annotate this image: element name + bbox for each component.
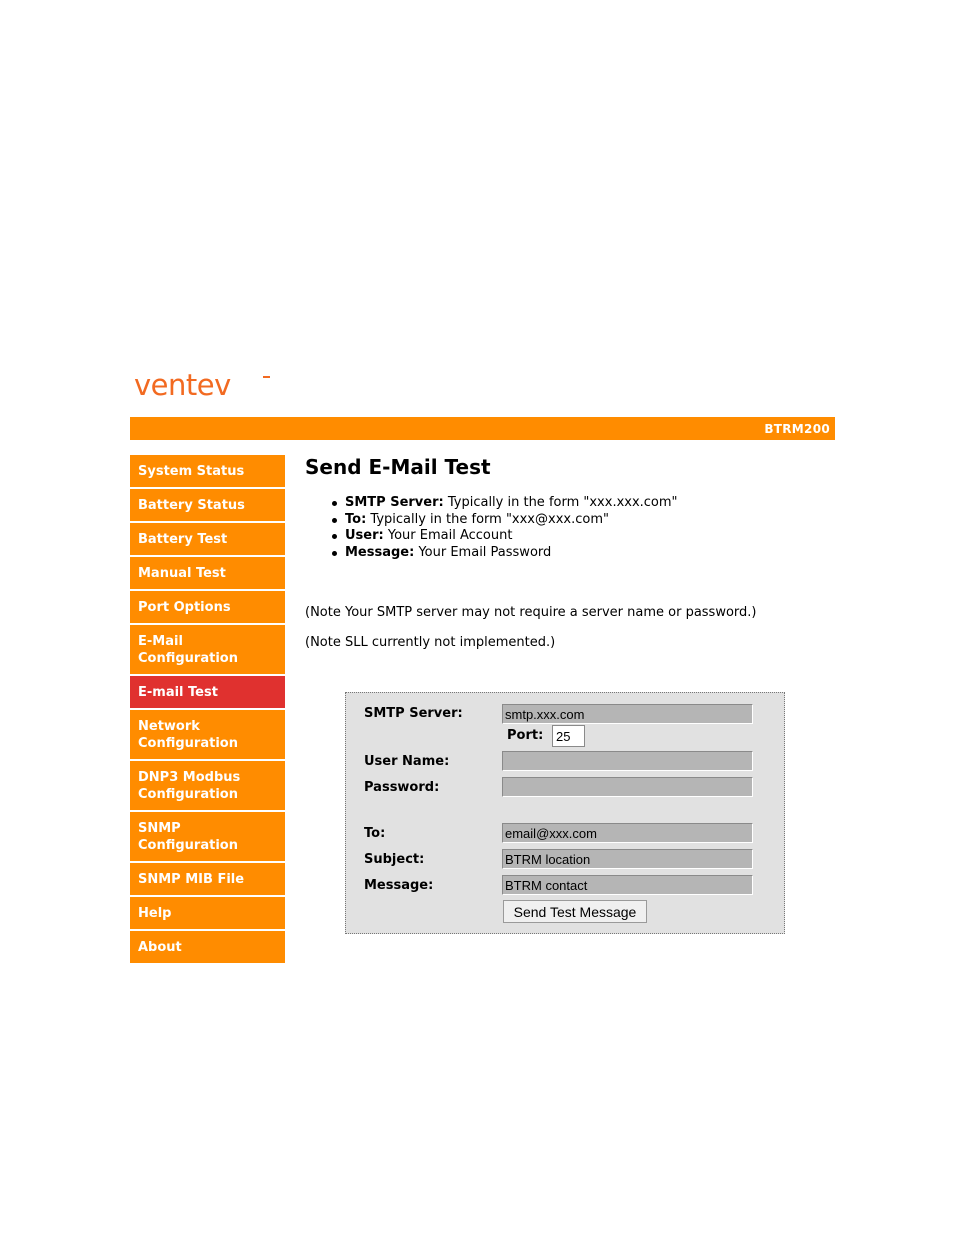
tip-desc: Your Email Password bbox=[414, 545, 552, 561]
sidebar-item-about[interactable] bbox=[130, 931, 285, 965]
sidebar-item-email-configuration[interactable] bbox=[130, 625, 285, 676]
sidebar-item-label: Battery Test bbox=[138, 531, 228, 547]
tip-desc: Your Email Account bbox=[383, 528, 513, 544]
sidebar-item-battery-test[interactable] bbox=[130, 523, 285, 557]
port-input[interactable] bbox=[552, 725, 585, 747]
smtp-server-label: SMTP Server: bbox=[364, 706, 463, 721]
sidebar-item-label-line1: Network bbox=[138, 718, 200, 734]
sidebar-item-network-configuration[interactable] bbox=[130, 710, 285, 761]
sidebar-item-battery-status[interactable] bbox=[130, 489, 285, 523]
send-test-message-button[interactable]: Send Test Message bbox=[503, 900, 647, 923]
sidebar-item-label: SNMP MIB File bbox=[138, 871, 245, 887]
list-item bbox=[345, 512, 678, 529]
note-ssl: (Note SLL currently not implemented.) bbox=[305, 635, 556, 650]
sidebar-item-label: About bbox=[138, 939, 182, 955]
tip-term: User: bbox=[345, 528, 384, 544]
subject-label: Subject: bbox=[364, 852, 425, 867]
note-smtp: (Note Your SMTP server may not require a server name or password.) bbox=[305, 605, 757, 620]
sidebar-item-label-line1: E-Mail bbox=[138, 633, 183, 649]
message-label: Message: bbox=[364, 878, 434, 893]
list-item bbox=[345, 545, 678, 562]
sidebar-item-dnp3-modbus-configuration[interactable] bbox=[130, 761, 285, 812]
sidebar-item-label-line2: Configuration bbox=[138, 735, 238, 751]
email-test-form bbox=[345, 692, 785, 934]
user-name-label: User Name: bbox=[364, 754, 450, 769]
list-item bbox=[345, 528, 678, 545]
smtp-server-input[interactable] bbox=[502, 704, 753, 724]
sidebar-nav bbox=[130, 455, 285, 965]
port-label: Port: bbox=[507, 728, 544, 743]
sidebar-item-port-options[interactable] bbox=[130, 591, 285, 625]
sidebar-item-snmp-mib-file[interactable] bbox=[130, 863, 285, 897]
model-name: BTRM200 bbox=[764, 422, 830, 436]
sidebar-item-label: Manual Test bbox=[138, 565, 226, 581]
sidebar-item-system-status[interactable] bbox=[130, 455, 285, 489]
svg-text:ventev: ventev bbox=[134, 368, 231, 402]
instructions-list bbox=[345, 495, 678, 562]
sidebar-item-label: System Status bbox=[138, 463, 245, 479]
ventev-logo bbox=[133, 368, 273, 402]
subject-input[interactable] bbox=[502, 849, 753, 869]
sidebar-item-label-line2: Configuration bbox=[138, 786, 238, 802]
user-name-input[interactable] bbox=[502, 751, 753, 771]
ventev-logo-graphic bbox=[133, 368, 273, 402]
password-label: Password: bbox=[364, 780, 440, 795]
sidebar-item-manual-test[interactable] bbox=[130, 557, 285, 591]
sidebar-item-label-line1: SNMP bbox=[138, 820, 181, 836]
sidebar-item-snmp-configuration[interactable] bbox=[130, 812, 285, 863]
tip-desc: Typically in the form "xxx@xxx.com" bbox=[366, 511, 609, 527]
sidebar-item-label-line2: Configuration bbox=[138, 837, 238, 853]
message-input[interactable] bbox=[502, 875, 753, 895]
sidebar-item-email-test[interactable] bbox=[130, 676, 285, 710]
sidebar-item-help[interactable] bbox=[130, 897, 285, 931]
tip-term: To: bbox=[345, 511, 367, 527]
tip-term: SMTP Server: bbox=[345, 495, 444, 510]
sidebar-item-label-line1: DNP3 Modbus bbox=[138, 769, 241, 785]
password-input[interactable] bbox=[502, 777, 753, 797]
sidebar-item-label: Help bbox=[138, 905, 172, 921]
tip-desc: Typically in the form "xxx.xxx.com" bbox=[443, 495, 678, 510]
sidebar-item-label: E-mail Test bbox=[138, 684, 218, 700]
header-bar bbox=[130, 417, 835, 440]
page-title: Send E-Mail Test bbox=[305, 455, 491, 479]
list-item bbox=[345, 495, 678, 512]
tip-term: Message: bbox=[345, 545, 415, 561]
to-input[interactable] bbox=[502, 823, 753, 843]
sidebar-item-label: Port Options bbox=[138, 599, 231, 615]
sidebar-item-label-line2: Configuration bbox=[138, 650, 238, 666]
sidebar-item-label: Battery Status bbox=[138, 497, 245, 513]
to-label: To: bbox=[364, 826, 386, 841]
